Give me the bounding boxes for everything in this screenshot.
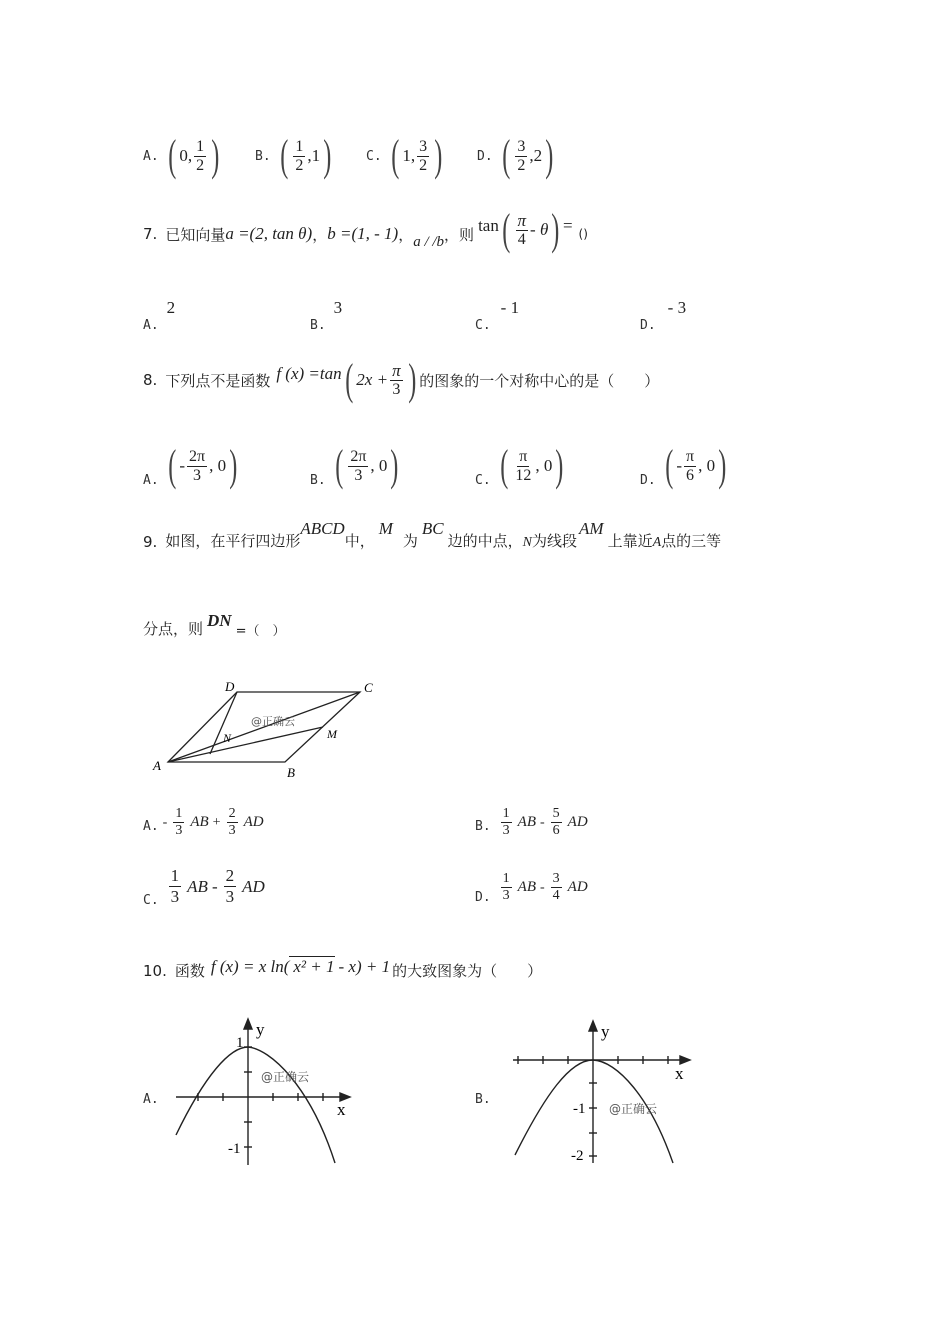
q8-stem: 8. 下列点不是函数 f (x) =tan ( 2x + $\frac{\pi}{3}$ ) 的图象的一个对称中心的是（ ） — [143, 355, 660, 404]
function-expression: f (x) = x ln( — [210, 956, 290, 976]
q10-option-b-label[interactable]: B. — [475, 1092, 491, 1107]
vertex-label-c: C — [364, 680, 373, 695]
parallelogram-figure — [145, 672, 385, 784]
segment-am — [168, 727, 323, 762]
point: ( $\frac{\pi}{12}$ , 0 ) — [499, 441, 564, 490]
interval: ( 1, $\frac{3}{2}$ ) — [390, 131, 443, 180]
watermark: @正确云 — [251, 715, 295, 728]
q7-option-b[interactable]: $_{B.}$3 — [310, 298, 343, 333]
q10-stem: 10. 函数 f (x) = x ln( x² + 1 - x) + 1 的大致图象为（ ） — [143, 956, 543, 980]
q9-option-b[interactable]: B. $\frac{1}{3}$ AB - $\frac{5}{6}$ AD — [475, 806, 588, 838]
q6-option-d[interactable] — [477, 131, 557, 180]
q9-stem-line2: 分点，则 DN =（ ） — [143, 611, 286, 639]
x-axis-label: x — [337, 1100, 346, 1119]
question-number: 10. — [143, 961, 167, 980]
vector-dn: DN — [207, 611, 232, 630]
question-number: 7. — [143, 225, 158, 243]
y-axis-label: y — [601, 1022, 610, 1041]
interval: ( 0, $\frac{1}{2}$ ) — [167, 131, 220, 180]
option-label: B. — [255, 148, 271, 164]
x-axis-label: x — [675, 1064, 684, 1083]
parallel-condition: a / /b — [413, 233, 445, 250]
interval: ( $\frac{1}{2}$ ,1 ) — [279, 131, 332, 180]
q7-option-a[interactable]: $_{A.}$2 — [143, 298, 176, 333]
point-label-n: N — [223, 731, 232, 745]
q10-graph-a[interactable] — [170, 1015, 360, 1170]
tick-label-1: 1 — [236, 1035, 244, 1051]
q7-stem: 7. 已知向量 a =(2, tan θ) ， b =(1, - 1) ， a / /b ，则 tan ( $\frac{\pi}{4}$ - θ ) = () — [143, 205, 588, 254]
tick-label-minus-1: -1 — [228, 1141, 241, 1157]
sqrt-expression: x² + 1 — [289, 956, 334, 977]
vertex-label-a: A — [153, 758, 161, 773]
function-expression: f (x) =tan — [276, 364, 342, 383]
y-axis-arrow — [244, 1019, 252, 1029]
q8-option-a[interactable]: A. ( - $\frac{2\pi}{3}$ , 0 ) — [143, 446, 241, 486]
q9-stem: 9. 如图，在平行四边形 ABCD 中， M 为 BC 边的中点， N 为线段 AM 上靠近 A 点的三等 — [143, 519, 722, 551]
y-axis-arrow — [589, 1021, 597, 1031]
vector-b: b =(1, - 1) — [327, 224, 399, 243]
vertex-label-d: D — [225, 679, 235, 694]
option-label: D. — [477, 148, 493, 164]
curve-a — [176, 1047, 335, 1163]
question-number: 9. — [143, 533, 158, 551]
y-axis-label: y — [256, 1020, 265, 1039]
question-number: 8. — [143, 371, 158, 389]
x-axis-arrow — [680, 1056, 690, 1064]
tick-label-minus-1: -1 — [573, 1101, 586, 1117]
option-label: C. — [366, 148, 382, 164]
tan-argument: ( $\frac{\pi}{4}$ - θ ) — [502, 205, 560, 254]
q7-option-d[interactable]: $_{D.}$- 3 — [640, 298, 687, 333]
interval: ( $\frac{3}{2}$ ,2 ) — [501, 131, 554, 180]
q9-option-a[interactable]: A. - $\frac{1}{3}$ AB + $\frac{2}{3}$ AD — [143, 806, 264, 838]
q9-option-d[interactable]: D. $\frac{1}{3}$ AB - $\frac{3}{4}$ AD — [475, 871, 588, 905]
tan-argument: ( 2x + $\frac{\pi}{3}$ ) — [344, 355, 416, 404]
q9-option-c[interactable]: C. $\frac{1}{3}$ AB - $\frac{2}{3}$ AD — [143, 866, 265, 908]
q10-graph-b[interactable] — [505, 1015, 700, 1170]
q10-option-a-label[interactable]: A. — [143, 1092, 159, 1107]
q8-option-b[interactable]: B. ( $\frac{2\pi}{3}$ , 0 ) — [310, 446, 402, 486]
tick-label-minus-2: -2 — [571, 1148, 584, 1164]
vertex-label-b: B — [287, 765, 295, 780]
point: ( - $\frac{2\pi}{3}$ , 0 ) — [167, 441, 238, 490]
q6-option-c[interactable] — [366, 131, 446, 180]
answer-blank: () — [578, 227, 588, 241]
vector-a: a =(2, tan θ) — [225, 224, 313, 243]
q6-option-b[interactable] — [255, 131, 335, 180]
point-label-m: M — [327, 727, 337, 741]
q8-option-c[interactable]: C. ( $\frac{\pi}{12}$ , 0 ) — [475, 446, 567, 486]
q6-option-a[interactable] — [143, 131, 223, 180]
point: ( - $\frac{\pi}{6}$ , 0 ) — [664, 441, 727, 490]
q7-option-c[interactable]: $_{C.}$- 1 — [475, 298, 520, 333]
answer-blank: =（ ） — [235, 624, 286, 639]
point: ( $\frac{2\pi}{3}$ , 0 ) — [334, 441, 399, 490]
watermark: @正确云 — [261, 1070, 310, 1084]
option-label: A. — [143, 148, 159, 164]
q8-option-d[interactable]: D. ( - $\frac{\pi}{6}$ , 0 ) — [640, 446, 730, 486]
watermark: @正确云 — [609, 1102, 658, 1116]
